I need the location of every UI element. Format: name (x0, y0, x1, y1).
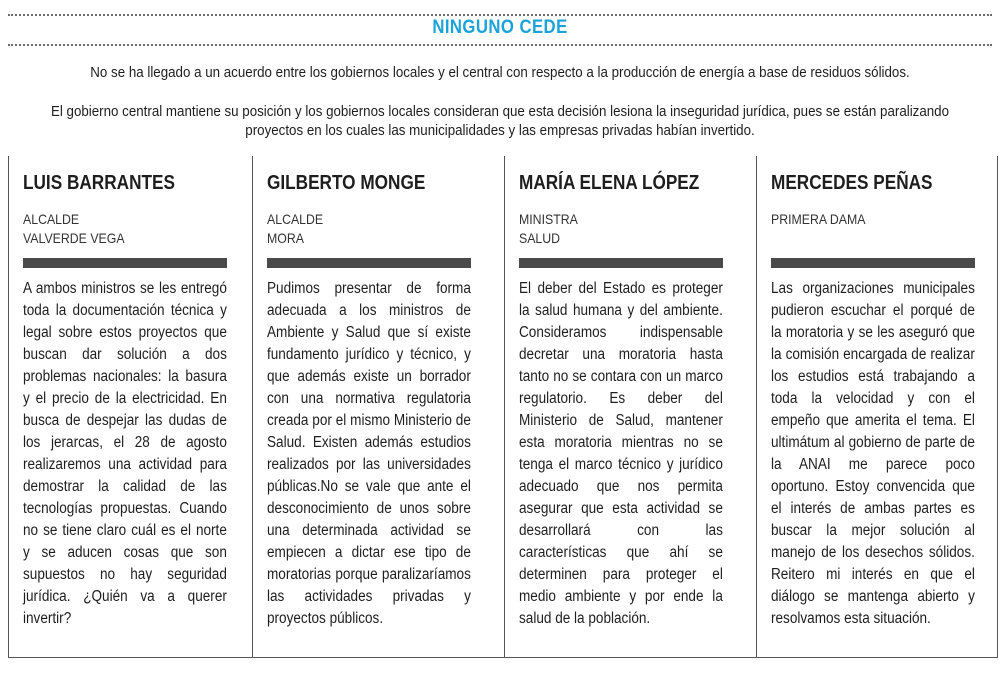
separator-bar (519, 258, 723, 268)
role-line-1: ALCALDE (23, 211, 80, 227)
column-luis-barrantes (8, 156, 252, 658)
intro-paragraph-1: No se ha llegado a un acuerdo entre los gobiernos locales y el central con respecto a la producción de energía a base de residuos sólidos. (90, 65, 910, 81)
separator-bar (23, 258, 227, 268)
person-role (267, 210, 323, 248)
quote-text: Las organizaciones municipales pudieron escuchar el porqué de la moratoria y se les aseguró que la comisión encargada de realizar los estudios está trabajando a toda la velocidad y con el empeño que amerita el tema. El ultimátum al gobierno de parte de la ANAI me parece poco oportuno. Estoy convencida que el interés de ambas partes es buscar la mejor solución al manejo de los desechos sólidos. Reitero mi interés en que el diálogo se mantenga abierto y resolvamos esta situación. (771, 280, 975, 627)
role-line-1: ALCALDE (267, 211, 324, 227)
person-name: MARÍA ELENA LÓPEZ (519, 172, 700, 194)
header (0, 0, 1000, 60)
person-name: LUIS BARRANTES (23, 172, 175, 194)
separator-bar (267, 258, 471, 268)
quote-text: A ambos ministros se les entregó toda la documentación técnica y legal sobre estos proyectos que buscan dar solución a dos problemas nacionales: la basura y el precio de la electricidad. En busca de despejar las dudas de los jerarcas, el 28 de agosto realizaremos una actividad para demostrar la calidad de las tecnologías propuestas. Cuando no se tiene claro cuál es el norte y se aducen cosas que son supuestos no hay seguridad jurídica. ¿Quién va a querer invertir? (23, 280, 227, 627)
person-name: MERCEDES PEÑAS (771, 172, 933, 194)
column-gilberto-monge (252, 156, 504, 658)
person-name: GILBERTO MONGE (267, 172, 426, 194)
quote-text: El deber del Estado es proteger la salud humana y del ambiente. Consideramos indispensable decretar una moratoria hasta tanto no se contara con un marco regulatorio. Es deber del Ministerio de Salud, mantener esta moratoria mientras no se tenga el marco técnico y jurídico adecuado que nos permita asegurar que esta actividad se desarrollará con las características que ahí se determinen para proteger el medio ambiente y por ende la salud de la población. (519, 280, 723, 627)
person-role (771, 210, 865, 229)
role-line-2: SALUD (519, 230, 561, 246)
bottom-rule (8, 657, 998, 658)
role-line-1: PRIMERA DAMA (771, 211, 866, 227)
column-maria-elena-lopez (504, 156, 756, 658)
dotted-rule-bottom (8, 44, 992, 46)
person-role (23, 210, 125, 248)
dotted-rule-top (8, 14, 992, 16)
opinion-columns (8, 156, 998, 658)
quote-text: Pudimos presentar de forma adecuada a los ministros de Ambiente y Salud que sí existe fundamento jurídico y técnico, y que además existe un borrador con una normativa regulatoria creada por el mismo Ministerio de Salud. Existen además estudios realizados por las universidades públicas.No se vale que ante el desconocimiento de unos sobre una determinada actividad se empiecen a dictar ese tipo de moratorias porque paralizaríamos las actividades privadas y proyectos públicos. (267, 280, 471, 627)
role-line-1: MINISTRA (519, 211, 578, 227)
role-line-2: MORA (267, 230, 304, 246)
column-mercedes-penas (756, 156, 998, 658)
separator-bar (771, 258, 975, 268)
role-line-2: VALVERDE VEGA (23, 230, 125, 246)
page-title: NINGUNO CEDE (432, 17, 568, 38)
person-role (519, 210, 578, 248)
intro-paragraph-2: El gobierno central mantiene su posición y los gobiernos locales consideran que esta decisión lesiona la inseguridad jurídica, pues se están paralizando proyectos en los cuales las municipalidades y las empresas privadas habían invertido. (50, 104, 950, 139)
